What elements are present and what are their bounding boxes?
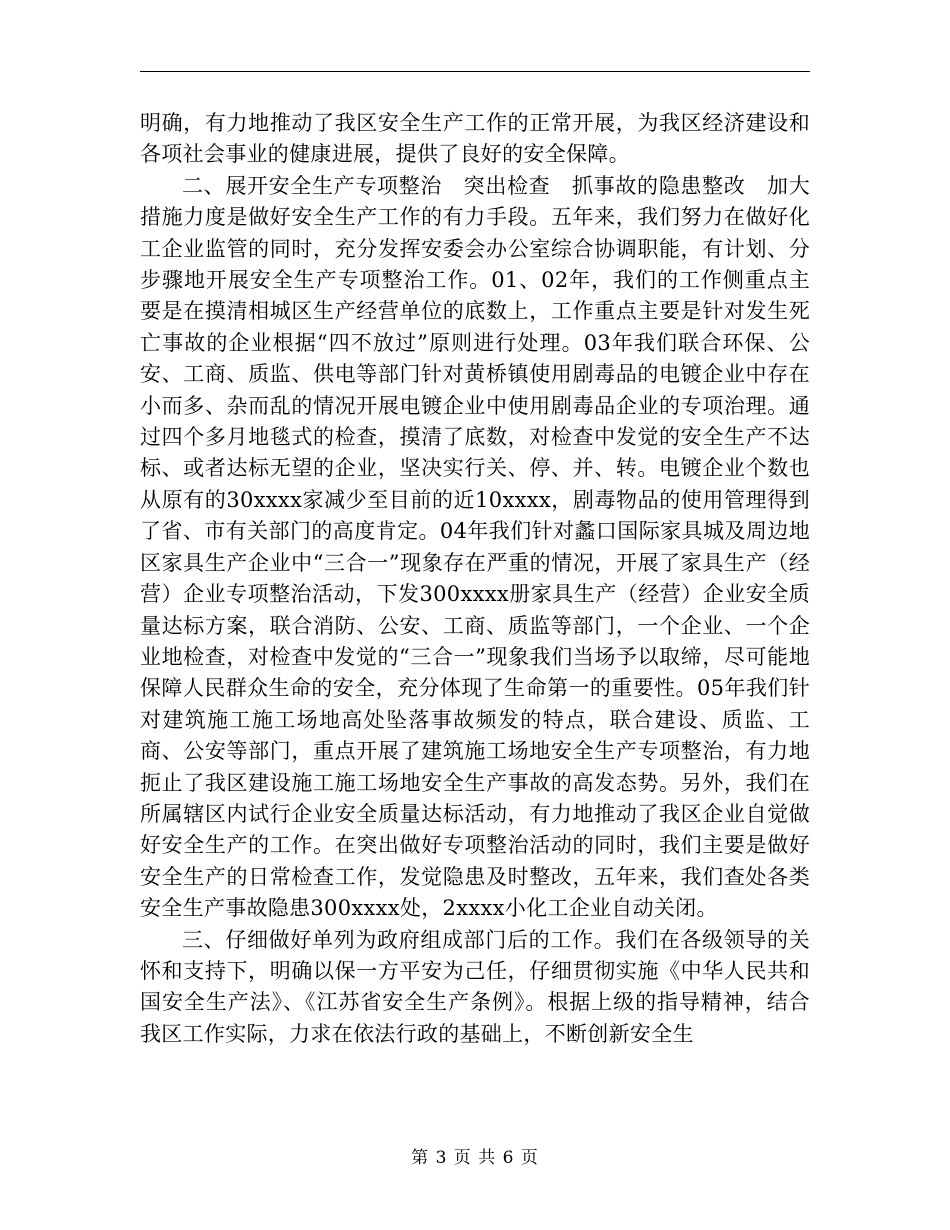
paragraph-1: 明确，有力地推动了我区安全生产工作的正常开展，为我区经济建设和各项社会事业的健康进展，提供了良好的安全保障。: [140, 111, 810, 167]
paragraph-2: 二、展开安全生产专项整治 突出检查 抓事故的隐患整改 加大措施力度是做好安全生产工作的有力手段。五年来，我们努力在做好化工企业监管的同时，充分发挥安委会办公室综合协调职能，有计划、分步骤地开展安全生产专项整治工作。01、02年，我们的工作侧重点主要是在摸清相城区生产经营单位的底数上，工作重点主要是针对发生死亡事故的企业根据“四不放过”原则进行处理。03年我们联合环保、公安、工商、质监、供电等部门针对黄桥镇使用剧毒品的电镀企业中存在小而多、杂而乱的情况开展电镀企业中使用剧毒品企业的专项治理。通过四个多月地毯式的检查，摸清了底数，对检查中发觉的安全生产不达标、或者达标无望的企业，坚决实行关、停、并、转。电镀企业个数也从原有的30xxxx家减少至目前的近10xxxx，剧毒物品的使用管理得到了省、市有关部门的高度肯定。04年我们针对蠡口国际家具城及周边地区家具生产企业中“三合一”现象存在严重的情况，开展了家具生产（经营）企业专项整治活动，下发300xxxx册家具生产（经营）企业安全质量达标方案，联合消防、公安、工商、质监等部门，一个企业、一个企业地检查，对检查中发觉的“三合一”现象我们当场予以取缔，尽可能地保障人民群众生命的安全，充分体现了生命第一的重要性。05年我们针对建筑施工施工场地高处坠落事故频发的特点，联合建设、质监、工商、公安等部门，重点开展了建筑施工场地安全生产专项整治，有力地扼止了我区建设施工施工场地安全生产事故的高发态势。另外，我们在所属辖区内试行企业安全质量达标活动，有力地推动了我区企业自觉做好安全生产的工作。在突出做好专项整治活动的同时，我们主要是做好安全生产的日常检查工作，发觉隐患及时整改，五年来，我们查处各类安全生产事故隐患300xxxx处，2xxxx小化工企业自动关闭。: [140, 173, 810, 921]
page-footer: [0, 1146, 950, 1170]
header-rule: [140, 71, 810, 72]
document-body: [140, 108, 810, 1050]
page-number: 第 3 页 共 6 页: [411, 1148, 539, 1168]
paragraph-3: 三、仔细做好单列为政府组成部门后的工作。我们在各级领导的关怀和支持下，明确以保一方平安为己任，仔细贯彻实施《中华人民共和国安全生产法》、《江苏省安全生产条例》。根据上级的指导精神，结合我区工作实际，力求在依法行政的基础上，不断创新安全生: [140, 927, 810, 1046]
